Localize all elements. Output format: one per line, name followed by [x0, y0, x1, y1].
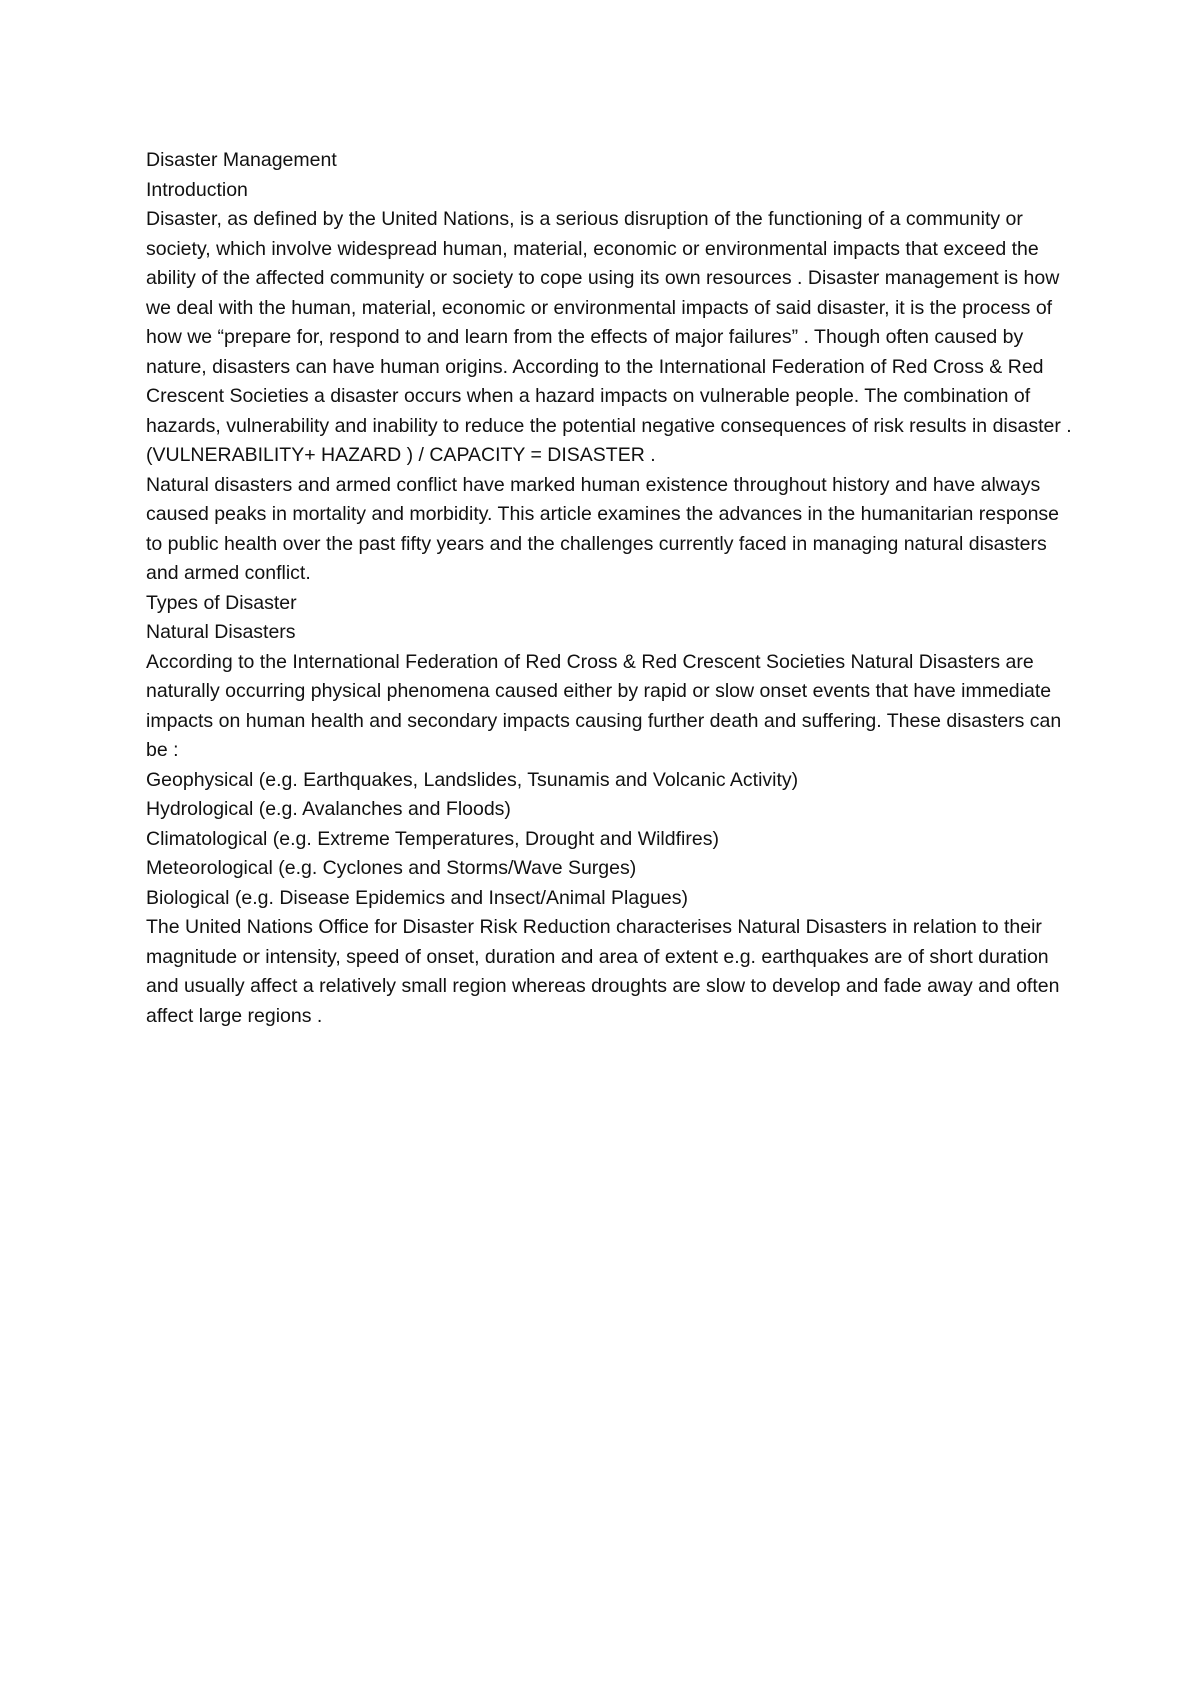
un-paragraph: The United Nations Office for Disaster Risk Reduction characterises Natural Disasters in relation to their magnitude or intensity, speed of onset, duration and area of extent e.g. earthquakes are of short duration and usually affect a relatively small region whereas droughts are slow to develop and fade away and often affect large regions . — [146, 916, 1060, 1027]
list-item: Meteorological (e.g. Cyclones and Storms/Wave Surges) — [146, 857, 637, 879]
list-item: Hydrological (e.g. Avalanches and Floods) — [146, 798, 511, 820]
list-item: Geophysical (e.g. Earthquakes, Landslides, Tsunamis and Volcanic Activity) — [146, 768, 799, 791]
natural-disasters-paragraph: According to the International Federation of Red Cross & Red Crescent Societies Natural Disasters are naturally occurring physical phenomena caused either by rapid or slow onset events that have immediate impacts on human health and secondary impacts causing further death and suffering. These disasters can be : — [146, 650, 1062, 761]
list-item: Biological (e.g. Disease Epidemics and Insect/Animal Plagues) — [146, 886, 688, 909]
natural-types-list — [146, 766, 1076, 914]
disaster-formula: (VULNERABILITY+ HAZARD ) / CAPACITY = DISASTER . — [146, 444, 656, 466]
document-title: Disaster Management — [146, 149, 337, 171]
intro-heading: Introduction — [146, 178, 248, 201]
natural-disasters-heading: Natural Disasters — [146, 621, 296, 643]
list-item: Climatological (e.g. Extreme Temperatures, Drought and Wildfires) — [146, 827, 719, 850]
document-body — [146, 146, 1076, 1031]
types-heading: Types of Disaster — [146, 591, 297, 614]
conflict-paragraph: Natural disasters and armed conflict have marked human existence throughout history and have always caused peaks in mortality and morbidity. This article examines the advances in the humanitarian response to public health over the past fifty years and the challenges currently faced in managing natural disasters and armed conflict. — [146, 473, 1060, 584]
intro-paragraph: Disaster, as defined by the United Nations, is a serious disruption of the functioning of a community or society, which involve widespread human, material, economic or environmental impacts that exceed the ability of the affected community or society to cope using its own resources . Disaster management is how we deal with the human, material, economic or environmental impacts of said disaster, it is the process of how we “prepare for, respond to and learn from the effects of major failures” . Though often caused by nature, disasters can have human origins. According to the International Federation of Red Cross & Red Crescent Societies a disaster occurs when a hazard impacts on vulnerable people. The combination of hazards, vulnerability and inability to reduce the potential negative consequences of risk results in disaster . — [146, 208, 1072, 437]
